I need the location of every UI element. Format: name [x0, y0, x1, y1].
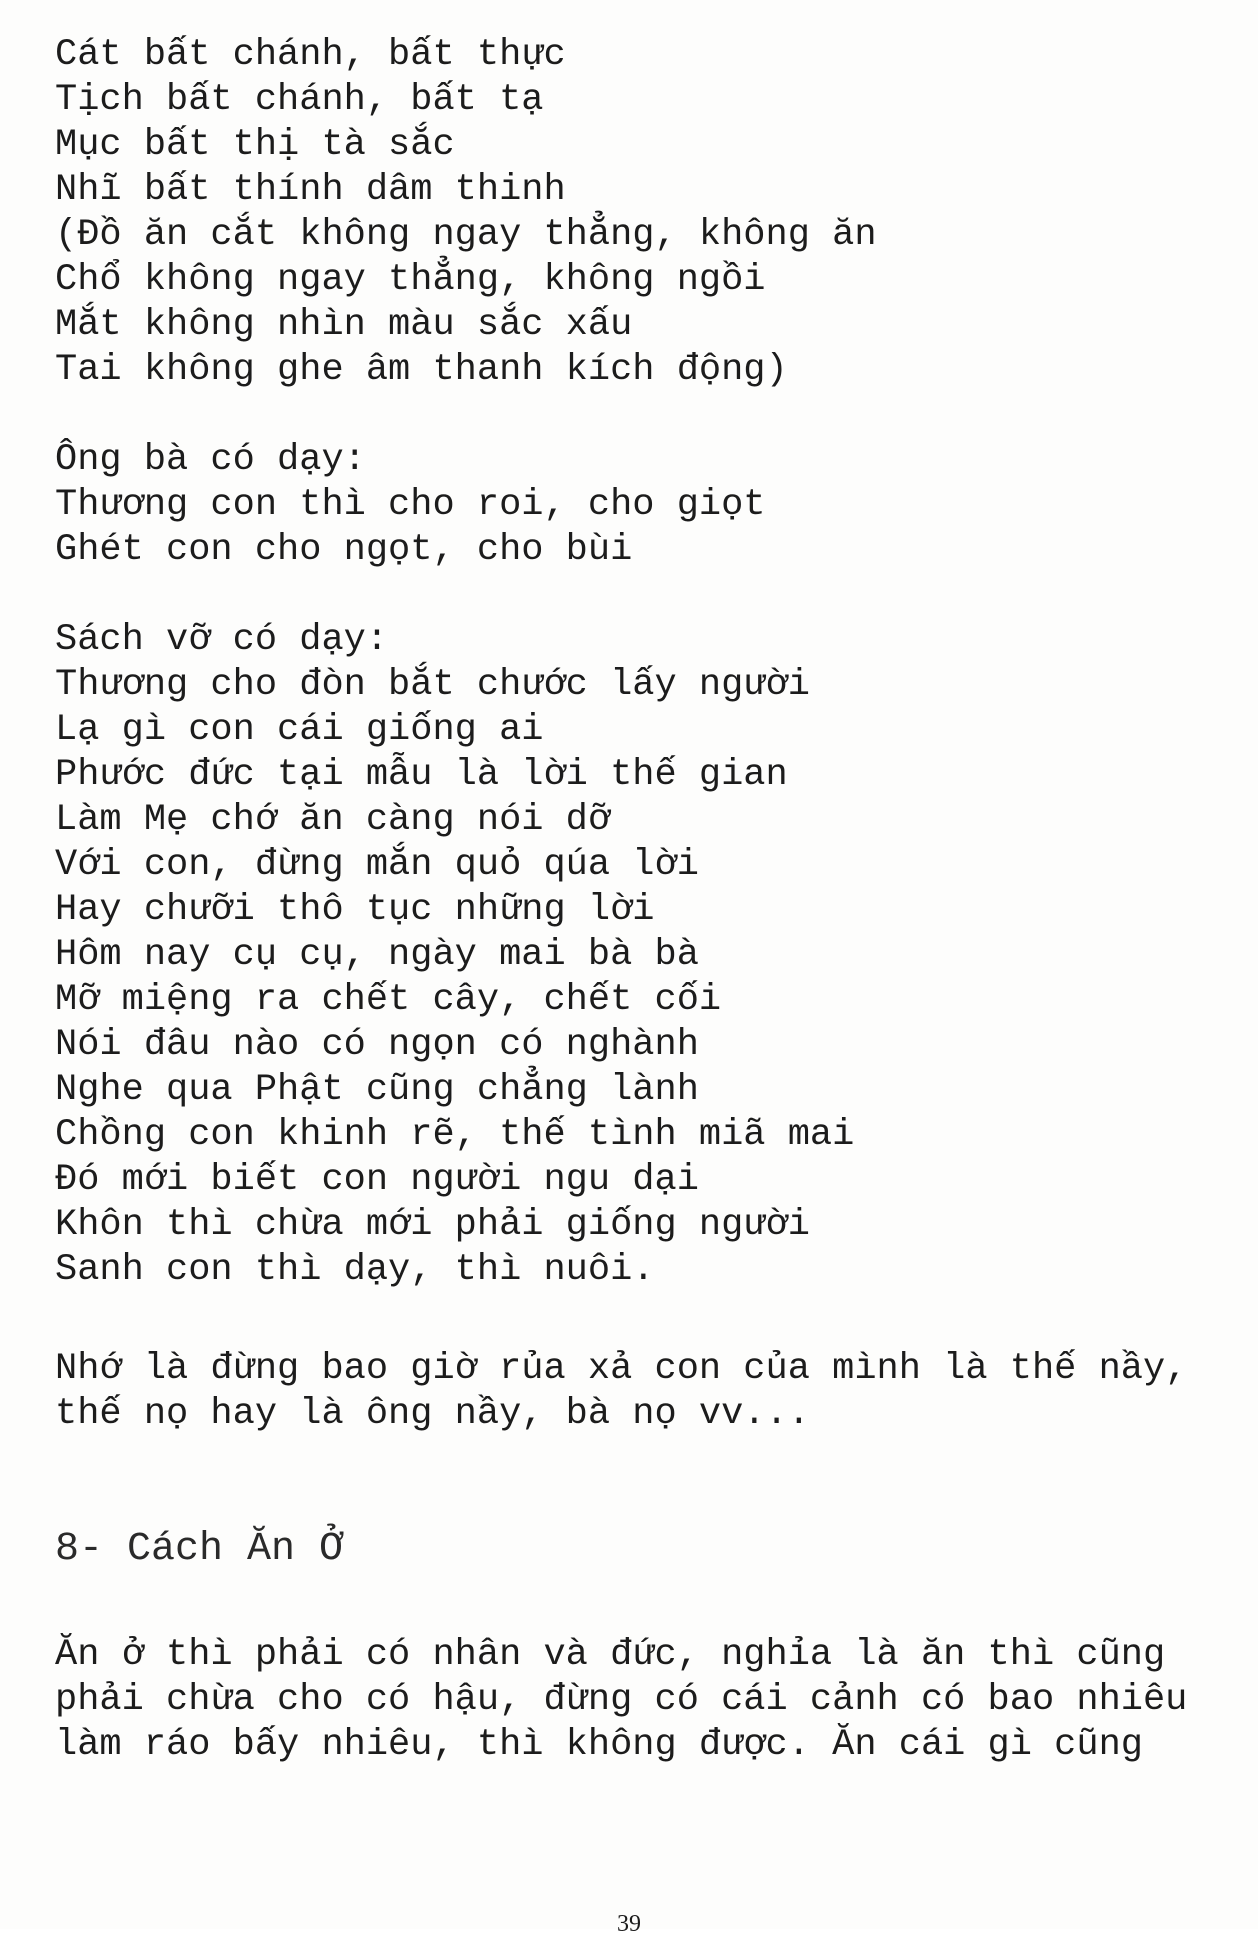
proverb-stanza: [55, 33, 877, 393]
text-line: Tai không ghe âm thanh kích động): [55, 349, 788, 391]
section-heading: 8- Cách Ăn Ở: [55, 1527, 344, 1572]
text-line: làm ráo bấy nhiêu, thì không được. Ăn cái gì cũng: [55, 1724, 1143, 1766]
text-line: Phước đức tại mẫu là lời thế gian: [55, 754, 788, 796]
text-line: Ăn ở thì phải có nhân và đức, nghỉa là ăn thì cũng: [55, 1634, 1166, 1676]
text-line: Mắt không nhìn màu sắc xấu: [55, 304, 633, 346]
text-line: Nhĩ bất thính dâm thinh: [55, 169, 566, 211]
text-line: Nói đâu nào có ngọn có nghành: [55, 1024, 699, 1066]
text-line: Thương cho đòn bắt chước lấy người: [55, 664, 810, 706]
text-line: Thương con thì cho roi, cho giọt: [55, 484, 766, 526]
text-line: (Đồ ăn cắt không ngay thẳng, không ăn: [55, 214, 877, 256]
text-line: Làm Mẹ chớ ăn càng nói dỡ: [55, 799, 611, 841]
text-line: Ông bà có dạy:: [55, 439, 366, 481]
text-line: Nghe qua Phật cũng chẳng lành: [55, 1069, 699, 1111]
text-line: Tịch bất chánh, bất tạ: [55, 79, 544, 121]
text-line: phải chừa cho có hậu, đừng có cái cảnh có bao nhiêu: [55, 1679, 1188, 1721]
text-line: Mục bất thị tà sắc: [55, 124, 455, 166]
text-line: Chồng con khinh rẽ, thế tình miã mai: [55, 1114, 855, 1156]
text-line: Hôm nay cụ cụ, ngày mai bà bà: [55, 934, 699, 976]
reminder-paragraph: [55, 1347, 1187, 1437]
books-stanza: [55, 618, 854, 1293]
text-line: Sanh con thì dạy, thì nuôi.: [55, 1249, 655, 1291]
text-line: Mỡ miệng ra chết cây, chết cối: [55, 979, 722, 1021]
text-line: thế nọ hay là ông nầy, bà nọ vv...: [55, 1393, 810, 1435]
text-line: Hay chưỡi thô tục những lời: [55, 889, 655, 931]
body-paragraph: [55, 1633, 1187, 1768]
page-number: 39: [617, 1911, 641, 1937]
text-line: Chổ không ngay thẳng, không ngồi: [55, 259, 766, 301]
text-line: Đó mới biết con người ngu dại: [55, 1159, 699, 1201]
text-line: Khôn thì chừa mới phải giống người: [55, 1204, 810, 1246]
text-line: Với con, đừng mắn quỏ qúa lời: [55, 844, 699, 886]
text-line: Sách vỡ có dạy:: [55, 619, 389, 661]
text-line: Nhớ là đừng bao giờ rủa xả con của mình là thế nầy,: [55, 1348, 1188, 1390]
text-line: Ghét con cho ngọt, cho bùi: [55, 529, 633, 571]
text-line: Cát bất chánh, bất thực: [55, 34, 566, 76]
text-line: Lạ gì con cái giống ai: [55, 709, 544, 751]
grandparents-stanza: [55, 438, 766, 573]
